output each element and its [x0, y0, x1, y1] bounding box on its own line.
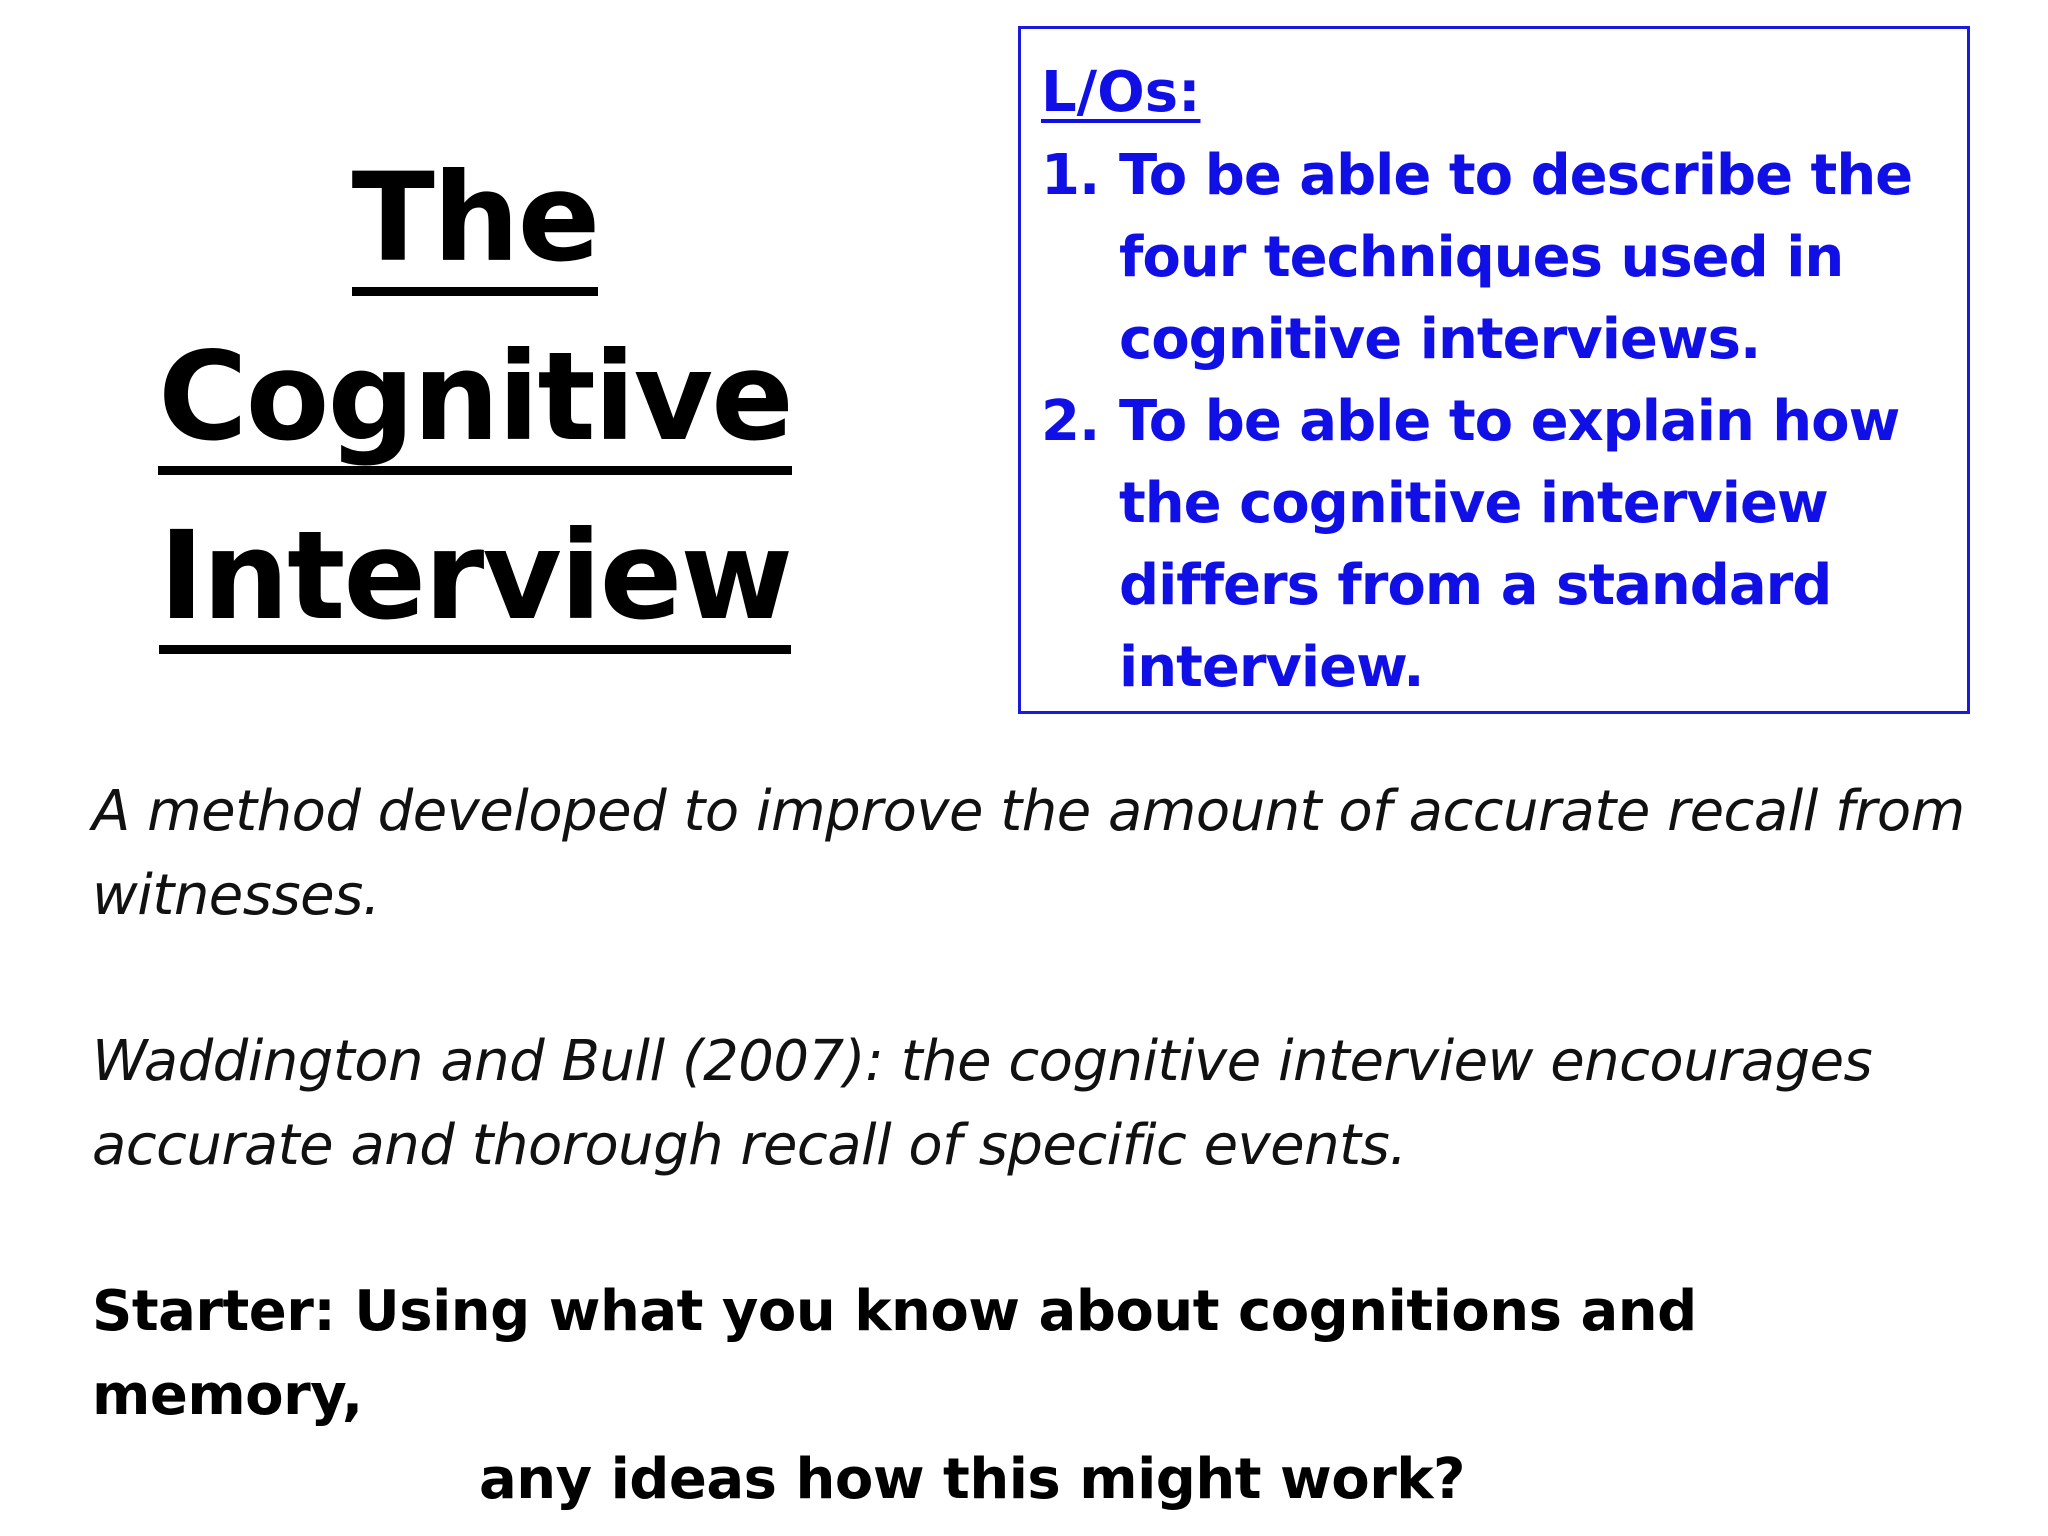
learning-objectives-box: [1018, 26, 1970, 714]
slide-title: [120, 147, 830, 692]
title-line-1: The: [352, 155, 599, 296]
description-text: A method developed to improve the amount of accurate recall from witnesses.: [92, 779, 1965, 928]
learning-objective-item: [1041, 135, 1947, 381]
title-line-3: Interview: [159, 513, 791, 654]
learning-objective-number: 2.: [1041, 389, 1100, 454]
citation-text: Waddington and Bull (2007): the cognitive interview encourages accurate and thorough recall of specific events.: [92, 1029, 1873, 1178]
learning-objectives-list: [1041, 135, 1947, 709]
learning-objective-text: To be able to explain how the cognitive interview differs from a standard interview.: [1119, 389, 1900, 700]
starter-question: [92, 1270, 1852, 1522]
learning-objective-text: To be able to describe the four techniques used in cognitive interviews.: [1119, 143, 1913, 372]
learning-objective-number: 1.: [1041, 143, 1100, 208]
learning-objectives-heading: L/Os:: [1041, 60, 1201, 125]
starter-line-2: any ideas how this might work?: [478, 1447, 1466, 1512]
starter-line-1: Starter: Using what you know about cognitions and memory,: [92, 1279, 1697, 1428]
learning-objective-item: [1041, 381, 1947, 709]
title-line-2: Cognitive: [158, 334, 792, 475]
